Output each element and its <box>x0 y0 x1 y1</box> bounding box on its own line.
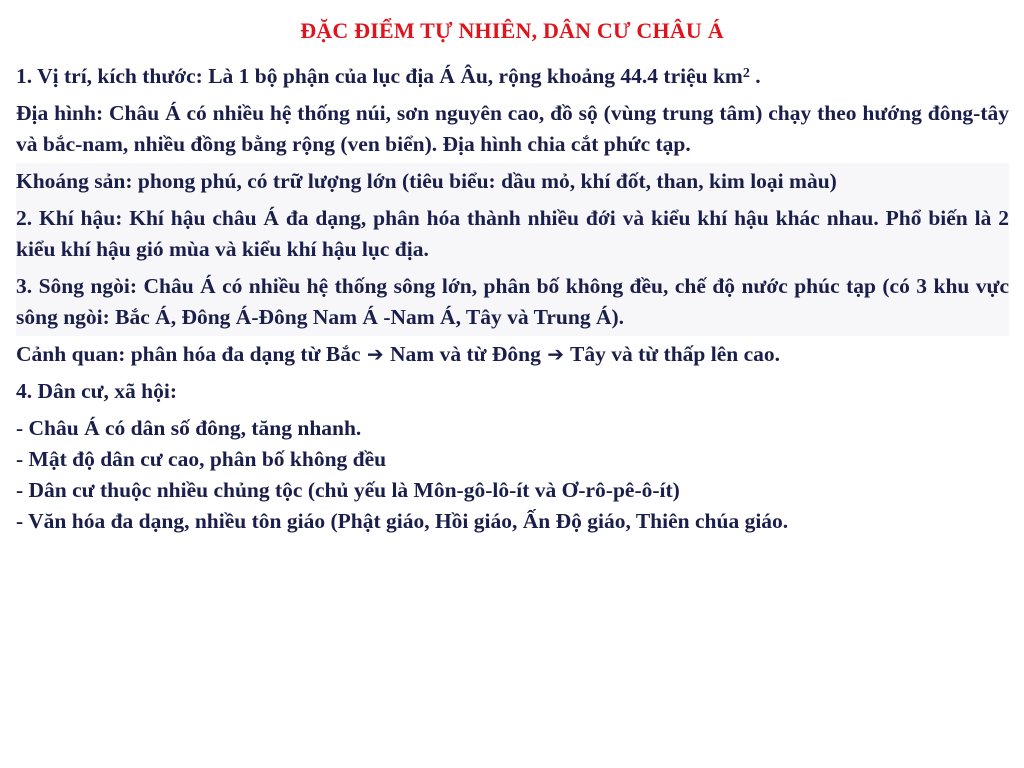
list-item: - Văn hóa đa dạng, nhiều tôn giáo (Phật giáo, Hồi giáo, Ấn Độ giáo, Thiên chúa giáo. <box>16 509 789 533</box>
list-item: - Dân cư thuộc nhiều chủng tộc (chủ yếu là Môn-gô-lô-ít và Ơ-rô-pê-ô-ít) <box>16 478 680 502</box>
section-climate: 2. Khí hậu: Khí hậu châu Á đa dạng, phân hóa thành nhiều đới và kiểu khí hậu khác nhau. Phổ biến là 2 kiểu khí hậu gió mùa và kiểu khí hậu lục địa. <box>16 200 1009 268</box>
landscape-part3: Tây và từ thấp lên cao. <box>565 342 780 366</box>
paragraph-relief: Địa hình: Châu Á có nhiều hệ thống núi, sơn nguyên cao, đồ sộ (vùng trung tâm) chạy theo hướng đông-tây và bắc-nam, nhiều đồng bằng rộng (ven biển). Địa hình chia cắt phức tạp. <box>16 101 1009 156</box>
landscape-part1: Cảnh quan: phân hóa đa dạng từ Bắc <box>16 342 366 366</box>
right-arrow-icon: ➔ <box>547 342 565 366</box>
section-rivers: 3. Sông ngòi: Châu Á có nhiều hệ thống sông lớn, phân bố không đều, chế độ nước phúc tạp (có 3 khu vực sông ngòi: Bắc Á, Đông Á-Đông Nam Á -Nam Á, Tây và Trung Á). <box>16 268 1009 336</box>
list-item: - Mật độ dân cư cao, phân bố không đều <box>16 447 387 471</box>
section-location <box>16 58 1009 95</box>
section-population-heading: 4. Dân cư, xã hội: <box>16 379 178 403</box>
list-item: - Châu Á có dân số đông, tăng nhanh. <box>16 416 362 440</box>
population-list <box>16 410 1009 540</box>
slide-content <box>16 58 1009 540</box>
paragraph-landscape <box>16 336 1009 373</box>
right-arrow-icon: ➔ <box>366 342 384 366</box>
page-title: ĐẶC ĐIỂM TỰ NHIÊN, DÂN CƯ CHÂU Á <box>300 18 724 43</box>
section-location-text: 1. Vị trí, kích thước: Là 1 bộ phận của lục địa Á Âu, rộng khoảng 44.4 triệu km <box>16 64 743 88</box>
landscape-part2: Nam và từ Đông <box>384 342 547 366</box>
superscript-2: 2 <box>742 66 750 81</box>
paragraph-minerals: Khoáng sản: phong phú, có trữ lượng lớn (tiêu biểu: dầu mỏ, khí đốt, than, kim loại màu) <box>16 163 1009 200</box>
section-location-tail: . <box>749 64 761 88</box>
